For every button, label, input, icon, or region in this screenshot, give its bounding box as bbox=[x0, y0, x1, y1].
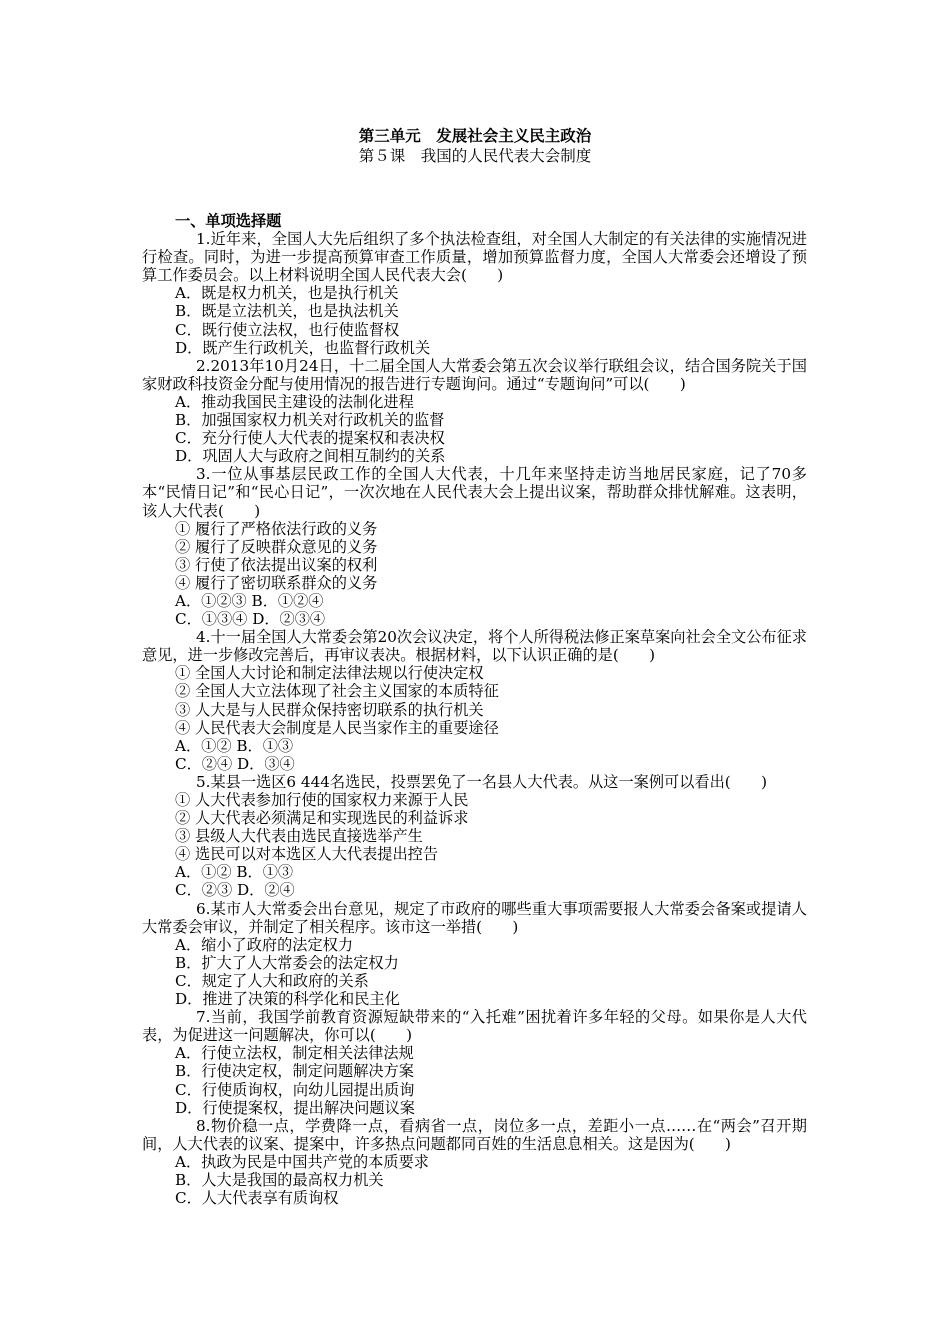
option: B．既是立法机关，也是执法机关 bbox=[175, 302, 399, 321]
option: D．巩固人大与政府之间相互制约的关系 bbox=[175, 447, 446, 466]
option: A．①②③ B．①②④ bbox=[175, 591, 324, 610]
lesson-title: 第５课 我国的人民代表大会制度 bbox=[358, 147, 592, 165]
option: A．①② B．①③ bbox=[175, 863, 294, 882]
option: B．扩大了人大常委会的法定权力 bbox=[175, 953, 399, 972]
question-stem: 2.2013年10月24日，十二届全国人大常委会第五次会议举行联组会议，结合国务院关于国家财政科技资金分配与使用情况的报告进行专题询问。通过“专题询问”可以( ) bbox=[142, 356, 807, 393]
question bbox=[142, 773, 807, 900]
unit-title: 第三单元 发展社会主义民主政治 bbox=[358, 126, 592, 145]
question bbox=[142, 357, 807, 466]
question-stem: 8.物价稳一点，学费降一点，看病省一点，岗位多一点，差距小一点……在“两会”召开期间，人大代表的议案、提案中，许多热点问题都同百姓的生活息息相关。这是因为( ) bbox=[142, 1116, 807, 1153]
question bbox=[142, 628, 807, 773]
statement: ④ 履行了密切联系群众的义务 bbox=[175, 573, 378, 592]
option: A．执政为民是中国共产党的本质要求 bbox=[175, 1152, 429, 1171]
statement: ③ 行使了依法提出议案的权利 bbox=[175, 555, 378, 574]
option: A．①② B．①③ bbox=[175, 736, 294, 755]
option: C．①③④ D．②③④ bbox=[175, 610, 326, 629]
question-stem: 5.某县一选区6 444名选民，投票罢免了一名县人大代表。从这一案例可以看出( ) bbox=[196, 772, 768, 791]
option: C．②③ D．②④ bbox=[175, 881, 295, 900]
statement: ④ 人民代表大会制度是人民当家作主的重要途径 bbox=[175, 718, 499, 737]
statement: ③ 人大是与人民群众保持密切联系的执行机关 bbox=[175, 700, 484, 719]
statement: ② 人大代表必须满足和实现选民的利益诉求 bbox=[175, 809, 469, 828]
option: C．既行使立法权，也行使监督权 bbox=[175, 320, 400, 339]
option: D．既产生行政机关，也监督行政机关 bbox=[175, 338, 431, 357]
option: C．人大代表享有质询权 bbox=[175, 1189, 339, 1208]
option: C．规定了人大和政府的关系 bbox=[175, 971, 369, 990]
statement: ③ 县级人大代表由选民直接选举产生 bbox=[175, 827, 423, 846]
question-stem: 6.某市人大常委会出台意见，规定了市政府的哪些重大事项需要报人大常委会备案或提请人大常委会审议，并制定了相关程序。该市这一举措( ) bbox=[142, 899, 807, 936]
question bbox=[142, 900, 807, 1009]
option: B．行使决定权，制定问题解决方案 bbox=[175, 1062, 414, 1081]
statement: ① 人大代表参加行使的国家权力来源于人民 bbox=[175, 791, 469, 809]
question bbox=[142, 230, 807, 357]
option: D．推进了决策的科学化和民主化 bbox=[175, 990, 400, 1009]
option: C．充分行使人大代表的提案权和表决权 bbox=[175, 429, 445, 448]
statement: ① 履行了严格依法行政的义务 bbox=[175, 519, 378, 538]
section-title: 一、单项选择题 bbox=[175, 212, 282, 230]
option: B．加强国家权力机关对行政机关的监督 bbox=[175, 411, 445, 430]
option: B．人大是我国的最高权力机关 bbox=[175, 1170, 384, 1189]
question bbox=[142, 465, 807, 628]
question-list bbox=[142, 212, 807, 1207]
statement: ② 全国人大立法体现了社会主义国家的本质特征 bbox=[175, 682, 499, 701]
question bbox=[142, 1008, 807, 1117]
option: A．行使立法权，制定相关法律法规 bbox=[175, 1044, 414, 1063]
statement: ② 履行了反映群众意见的义务 bbox=[175, 537, 378, 556]
question-stem: 3.一位从事基层民政工作的全国人大代表，十几年来坚持走访当地居民家庭，记了70多本“民情日记”和“民心日记”，一次次地在人民代表大会上提出议案，帮助群众排忧解难。这表明，该人大代表( ) bbox=[142, 465, 807, 520]
question bbox=[142, 1117, 807, 1207]
option: A．缩小了政府的法定权力 bbox=[175, 935, 354, 954]
statement: ④ 选民可以对本选区人大代表提出控告 bbox=[175, 845, 439, 864]
question-stem: 7.当前，我国学前教育资源短缺带来的“入托难”困扰着许多年轻的父母。如果你是人大代表，为促进这一问题解决，你可以( ) bbox=[142, 1008, 807, 1045]
option: A．推动我国民主建设的法制化进程 bbox=[175, 392, 414, 411]
option: D．行使提案权，提出解决问题议案 bbox=[175, 1098, 415, 1117]
question-stem: 1.近年来，全国人大先后组织了多个执法检查组，对全国人大制定的有关法律的实施情况进行检查。同时，为进一步提高预算审查工作质量，增加预算监督力度，全国人大常委会还增设了预算工作委员会。以上材料说明全国人民代表大会( ) bbox=[142, 230, 807, 285]
statement: ① 全国人大讨论和制定法律法规以行使决定权 bbox=[175, 664, 484, 683]
option: A．既是权力机关，也是执行机关 bbox=[175, 284, 399, 303]
option: C．行使质询权，向幼儿园提出质询 bbox=[175, 1080, 415, 1099]
question-stem: 4.十一届全国人大常委会第20次会议决定，将个人所得税法修正案草案向社会全文公布征求意见，进一步修改完善后，再审议表决。根据材料，以下认识正确的是( ) bbox=[142, 628, 807, 665]
option: C．②④ D．③④ bbox=[175, 754, 295, 773]
